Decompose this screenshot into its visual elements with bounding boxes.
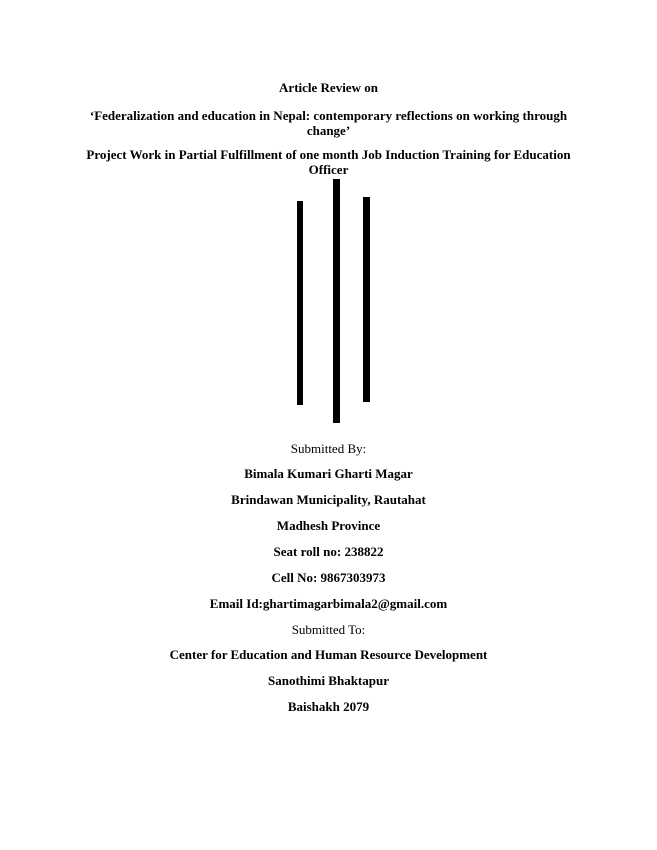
- right-bar: [363, 197, 370, 402]
- email-id: Email Id:ghartimagarbimala2@gmail.com: [209, 596, 448, 611]
- article-title: ‘Federalization and education in Nepal: contemporary reflections on working through change’: [89, 108, 568, 138]
- seat-roll-number: Seat roll no: 238822: [273, 544, 384, 559]
- author-province: Madhesh Province: [276, 518, 381, 533]
- cover-heading: Article Review on: [279, 80, 378, 95]
- author-municipality: Brindawan Municipality, Rautahat: [231, 492, 426, 507]
- submission-date: Baishakh 2079: [287, 699, 370, 714]
- submitted-by-label: Submitted By:: [290, 441, 367, 456]
- organization-name: Center for Education and Human Resource Development: [169, 647, 488, 662]
- organization-location: Sanothimi Bhaktapur: [267, 673, 389, 688]
- submitted-to-label: Submitted To:: [291, 622, 366, 637]
- cell-number: Cell No: 9867303973: [271, 570, 386, 585]
- author-name: Bimala Kumari Gharti Magar: [244, 466, 413, 481]
- center-bar: [333, 179, 340, 423]
- left-bar: [297, 201, 303, 405]
- project-statement: Project Work in Partial Fulfillment of one month Job Induction Training for Education Officer: [86, 147, 571, 177]
